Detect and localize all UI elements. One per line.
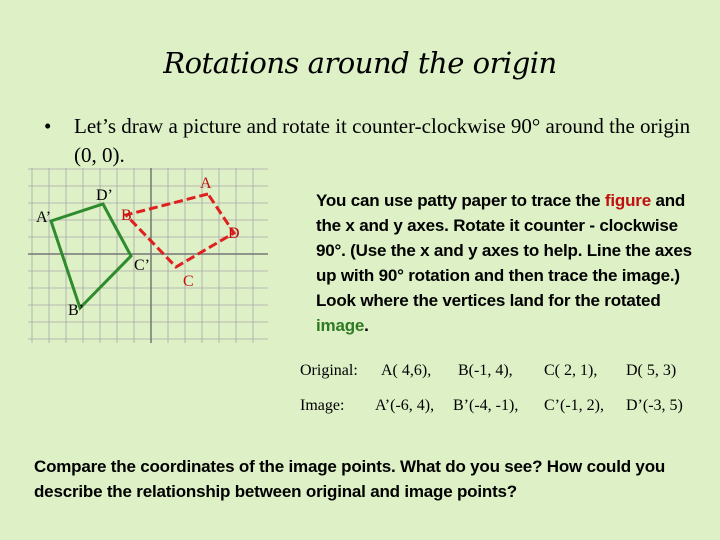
image-coord-c: C’(-1, 2), [544,397,604,414]
original-label: Original: [300,362,358,379]
label-c: C [183,273,194,290]
image-coord-a: A’(-6, 4), [375,397,435,414]
label-d-prime: D’ [96,187,113,204]
instructions-part-2: and the x and y axes. Rotate it counter - clockwise 90°. (Use the x and y axes to help. Line the axes up with 90° rotation and then trace the image.) Look where the vertices land for the rotated [316,191,692,310]
original-coord-b: B(-1, 4), [458,362,513,379]
bullet-marker: • [44,114,52,138]
label-c-prime: C’ [134,257,150,274]
original-coord-a: A( 4,6), [381,362,432,379]
image-label: Image: [300,397,345,414]
label-a: A [200,175,212,192]
image-coord-d: D’(-3, 5) [626,397,683,414]
instructions-part-3: . [364,316,369,335]
image-coord-b: B’(-4, -1), [453,397,519,414]
page-title: Rotations around the origin [163,46,557,80]
instructions-text [316,188,701,338]
coordinate-graph [28,168,268,343]
original-coord-d: D( 5, 3) [626,362,677,379]
figure-word: figure [604,191,651,210]
bullet-text: Let’s draw a picture and rotate it counter-clockwise 90° around the origin (0, 0). [74,114,691,167]
label-b: B [121,207,132,224]
label-a-prime: A’ [36,209,52,226]
footer-question: Compare the coordinates of the image points. What do you see? How could you describe the relationship between original and image points? [34,457,666,501]
image-word: image [316,316,365,335]
instructions-part-1: You can use patty paper to trace the [316,191,605,210]
original-coord-c: C( 2, 1), [544,362,598,379]
label-b-prime: B’ [68,302,84,319]
label-d: D [228,225,240,242]
